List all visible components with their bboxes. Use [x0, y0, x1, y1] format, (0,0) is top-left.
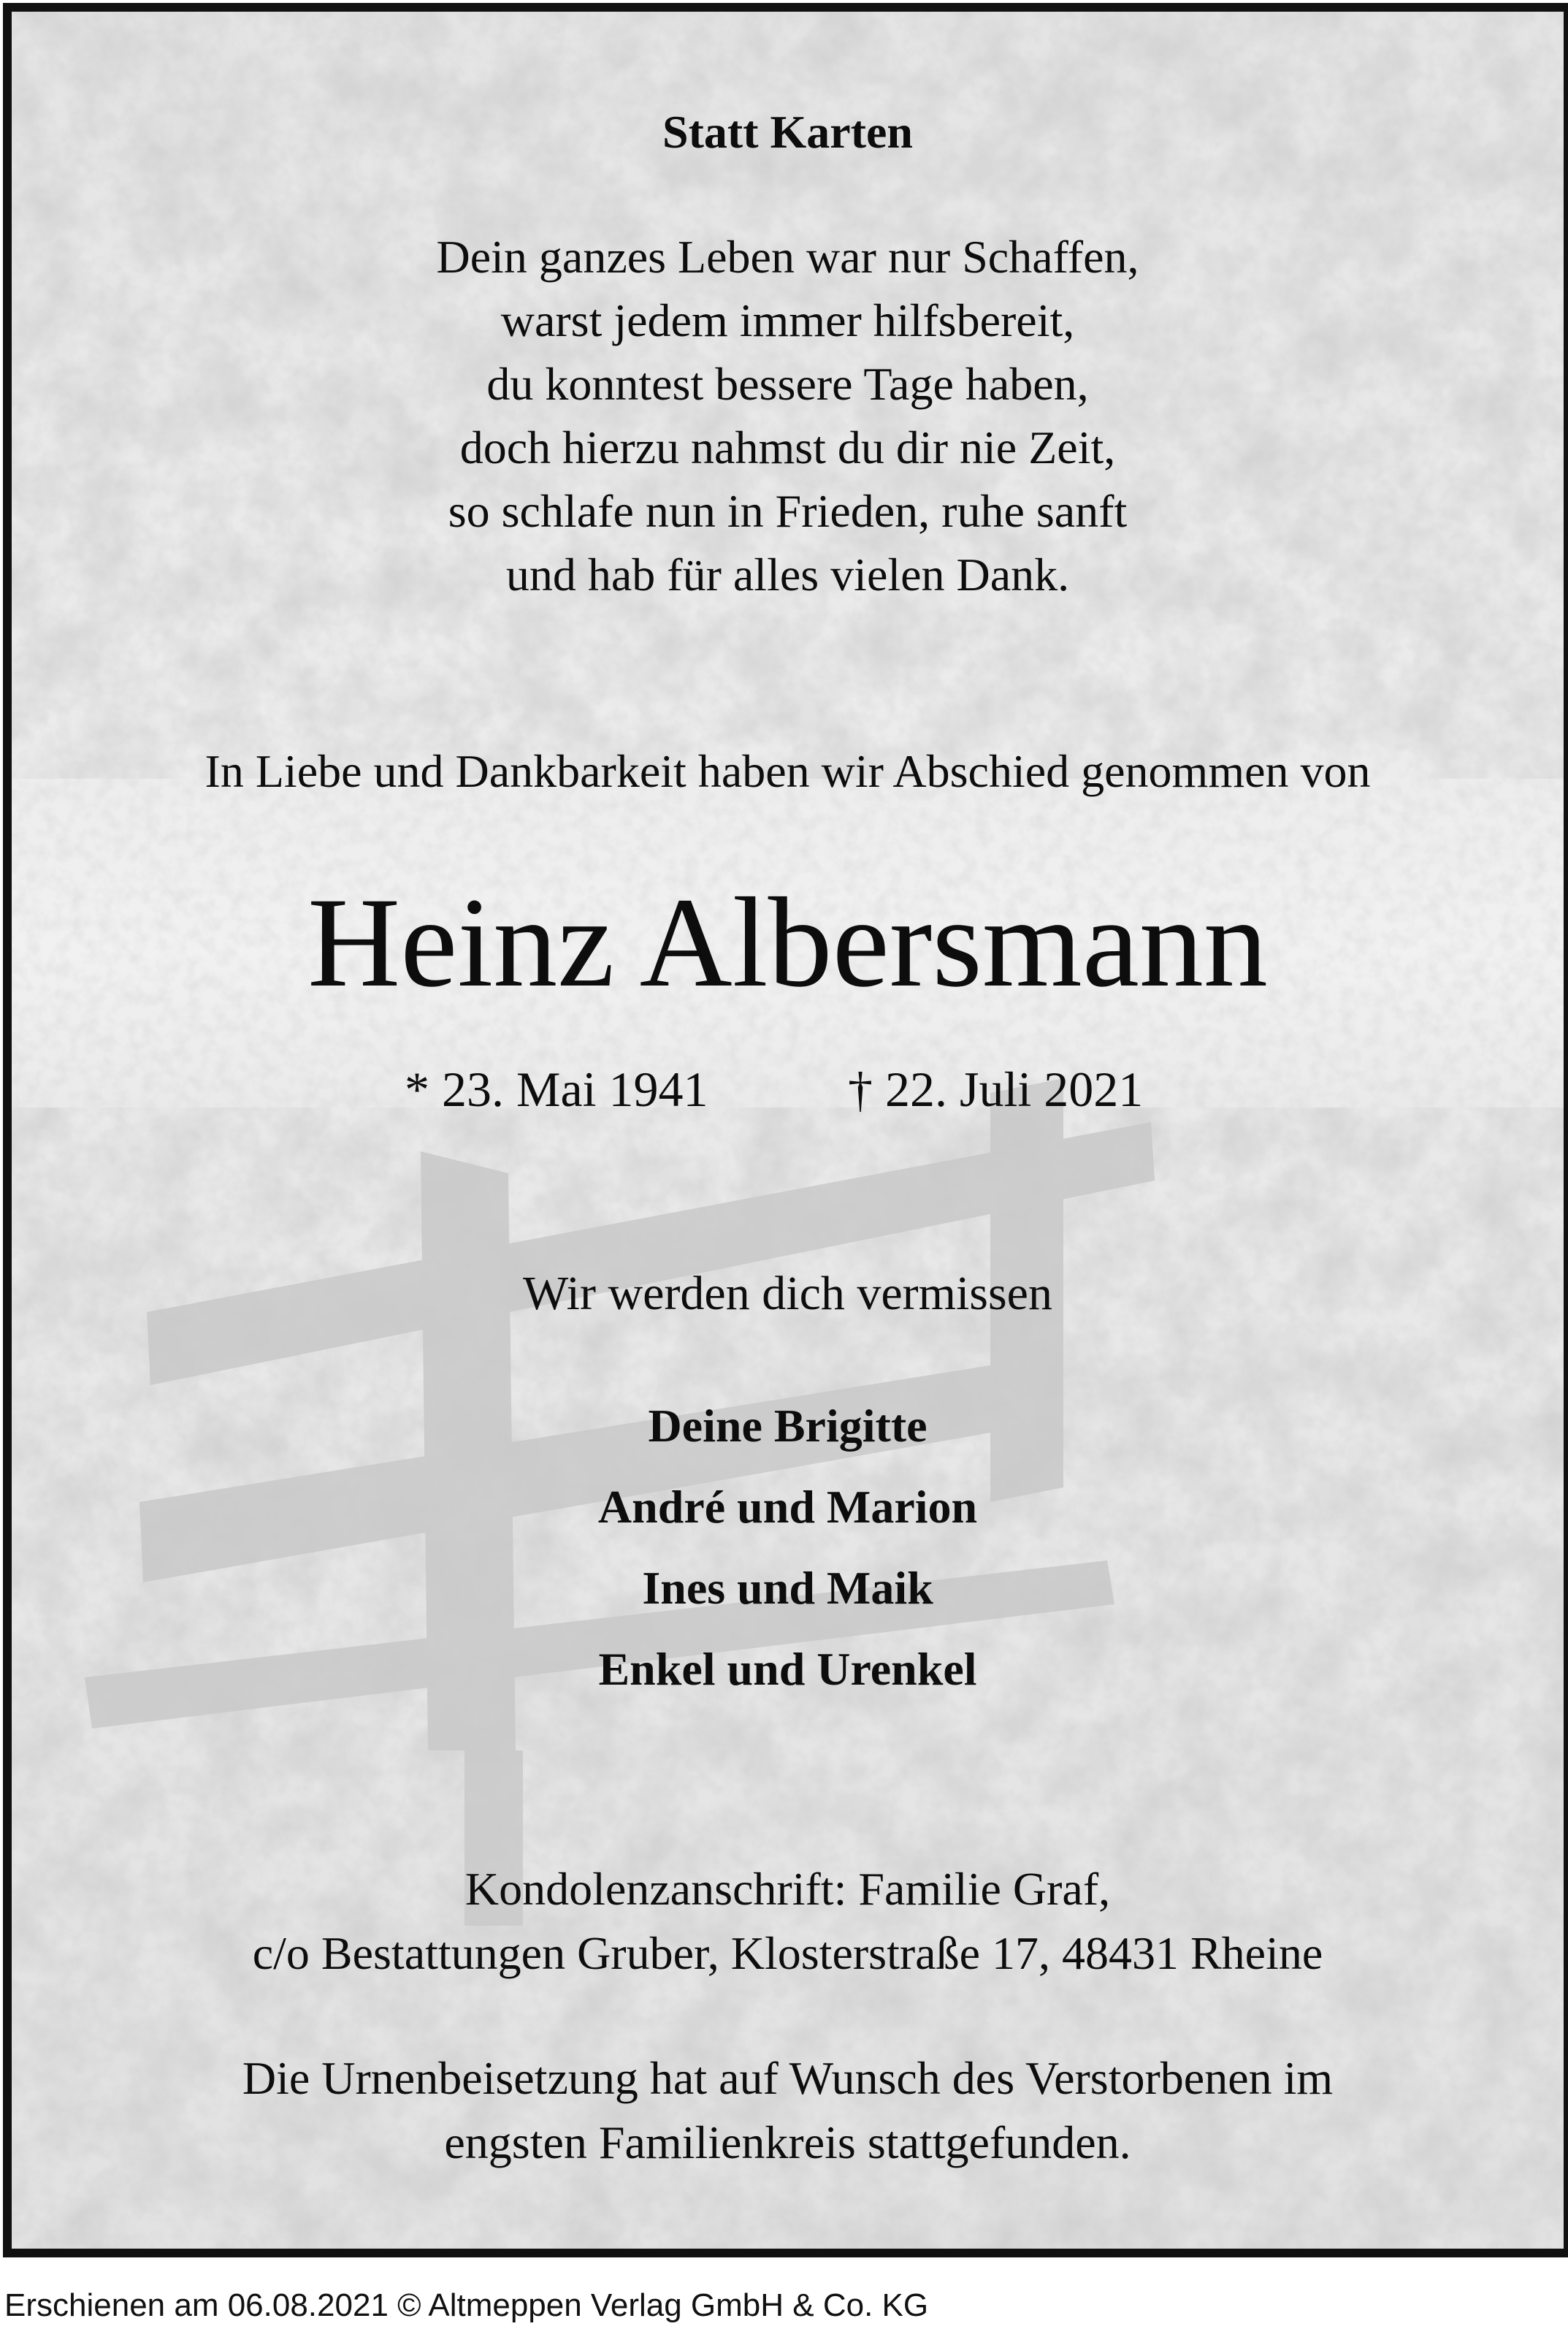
poem-line: doch hierzu nahmst du dir nie Zeit, — [459, 422, 1116, 473]
obituary-notice — [3, 3, 1568, 2257]
family-member: Deine Brigitte — [648, 1400, 928, 1452]
notice-content — [12, 12, 1564, 2249]
poem-line: Dein ganzes Leben war nur Schaffen, — [436, 231, 1139, 283]
birth-date: * 23. Mai 1941 — [405, 1061, 708, 1117]
family-member: André und Marion — [597, 1481, 978, 1533]
poem-line: so schlafe nun in Frieden, ruhe sanft — [448, 485, 1128, 537]
condolence-line: c/o Bestattungen Gruber, Klosterstraße 17, 48431 Rheine — [252, 1927, 1323, 1979]
poem-line: und hab für alles vielen Dank. — [505, 549, 1070, 601]
publication-credit: Erschienen am 06.08.2021 © Altmeppen Verlag GmbH & Co. KG — [4, 2287, 929, 2323]
header-label: Statt Karten — [662, 106, 914, 158]
burial-line: Die Urnenbeisetzung hat auf Wunsch des Verstorbenen im — [242, 2052, 1334, 2104]
burial-note — [12, 2046, 1564, 2175]
death-date: † 22. Juli 2021 — [848, 1061, 1144, 1117]
family-member: Enkel und Urenkel — [598, 1643, 977, 1695]
family-signatures — [12, 1385, 1564, 1709]
condolence-address — [12, 1857, 1564, 1986]
poem-line: du konntest bessere Tage haben, — [486, 358, 1089, 410]
intro-text: In Liebe und Dankbarkeit haben wir Abschied genommen von — [204, 745, 1371, 797]
condolence-line: Kondolenzanschrift: Familie Graf, — [464, 1863, 1111, 1915]
burial-line: engsten Familienkreis stattgefunden. — [444, 2116, 1131, 2168]
closing-text: Wir werden dich vermissen — [523, 1267, 1052, 1320]
life-dates — [12, 1056, 1564, 1122]
family-member: Ines und Maik — [642, 1562, 933, 1614]
poem-line: warst jedem immer hilfsbereit, — [500, 294, 1075, 346]
deceased-name: Heinz Albersmann — [307, 872, 1268, 1014]
poem — [12, 225, 1564, 606]
